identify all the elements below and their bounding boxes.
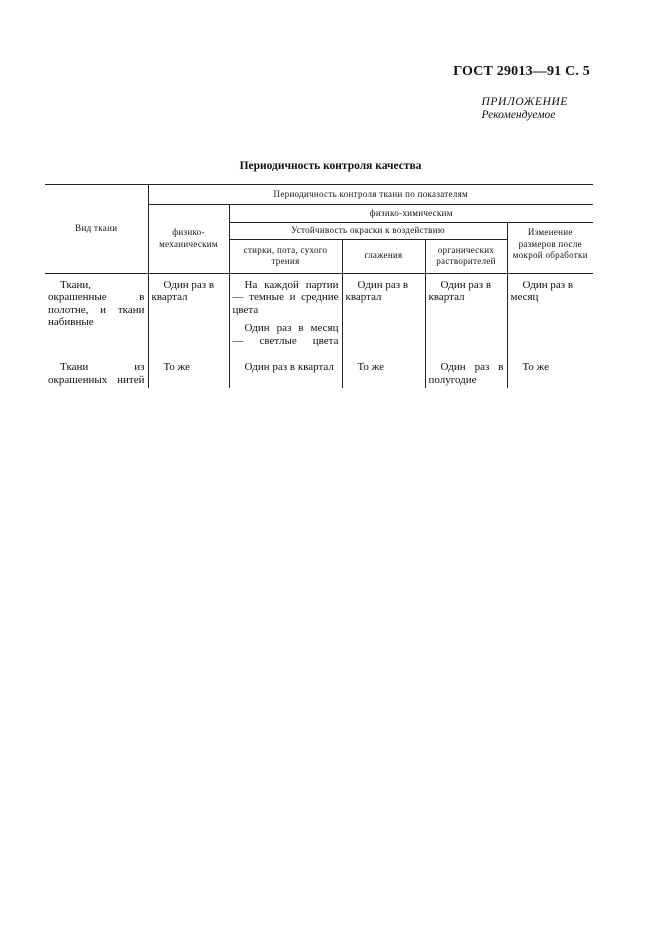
cell-solvents: Один раз в квартал [425, 273, 507, 361]
header-physmech: физико-механическим [148, 205, 229, 274]
table-row [45, 361, 593, 388]
header-solvents: органических растворителей [425, 239, 507, 273]
header-ironing: глажения [342, 239, 425, 273]
cell-physmech: То же [148, 361, 229, 388]
doc-code: ГОСТ 29013—91 С. 5 [453, 64, 590, 79]
header-color-fastness: Устойчивость окраски к воздействию [229, 223, 507, 240]
header-size-change: Изменение размеров после мокрой обработки [507, 223, 593, 274]
quality-control-table [45, 184, 593, 388]
header-periodicity: Периодичность контроля ткани по показателям [148, 185, 593, 205]
cell-wash-2: Один раз в месяц — светлые цвета [229, 316, 342, 361]
cell-solvents: Один раз в полугодие [425, 361, 507, 388]
header-fabric-type: Вид ткани [45, 185, 148, 274]
appendix-block [482, 96, 568, 122]
header-wash: стирки, пота, сухого трения [229, 239, 342, 273]
cell-wash: Один раз в квартал [229, 361, 342, 388]
cell-ironing: Один раз в квартал [342, 273, 425, 361]
cell-wash-1: На каждой партии — темные и средние цвета [229, 273, 342, 316]
table-title: Периодичность контроля качества [239, 160, 422, 172]
cell-size-change: Один раз в месяц [510, 278, 574, 303]
table-row [45, 273, 593, 316]
cell-size-change: То же [522, 361, 549, 373]
cell-physmech: Один раз в квартал [148, 273, 229, 361]
cell-ironing: То же [342, 361, 425, 388]
cell-fabric: Ткани, окрашенные в полотне, и ткани набивные [45, 273, 148, 361]
header-physchem: физико-химическим [229, 205, 593, 223]
appendix-type: Рекомендуемое [481, 109, 556, 121]
appendix-label: ПРИЛОЖЕНИЕ [481, 96, 568, 108]
cell-fabric: Ткани из окрашенных нитей [45, 361, 148, 388]
